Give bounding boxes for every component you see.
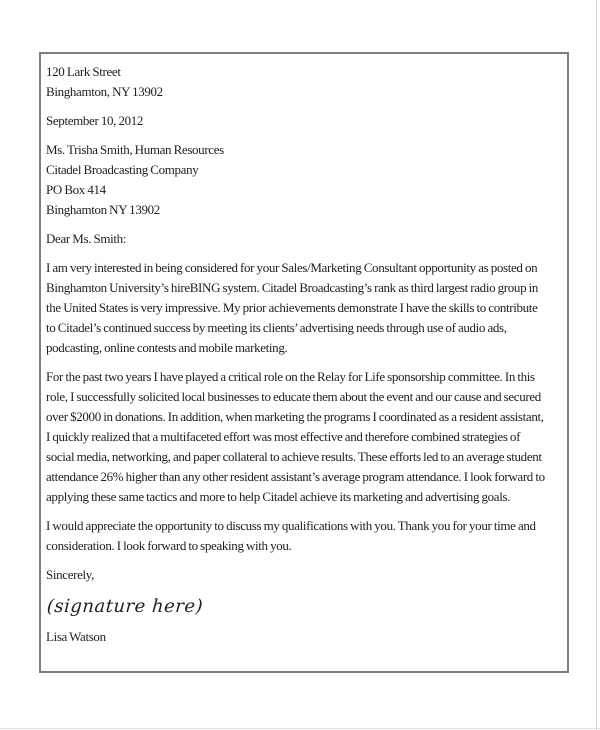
sender-address-line: 120 Lark Street <box>46 64 121 79</box>
sender-address-line: Binghamton, NY 13902 <box>46 84 163 99</box>
body-paragraph-1: I am very interested in being considered for your Sales/Marketing Consultant opportunity as posted on Binghamton University’s hireBING system. Citadel Broadcasting’s rank as third largest radio group in the United States is very impressive. My prior achievements demonstrate I have the skills to contribute to Citadel’s continued success by meeting its clients’ advertising needs through use of audio ads, podcasting, online contests and mobile marketing. <box>46 260 539 355</box>
salutation: Dear Ms. Smith: <box>46 231 127 246</box>
body-paragraph-3: I would appreciate the opportunity to discuss my qualifications with you. Thank you for your time and consideration. I look forward to speaking with you. <box>46 518 536 553</box>
scan-edge-artifact-right <box>596 0 597 730</box>
recipient-address-block <box>46 140 547 220</box>
recipient-address-line: Ms. Trisha Smith, Human Resources <box>46 142 224 157</box>
letter-date: September 10, 2012 <box>46 113 144 128</box>
recipient-address-line: Citadel Broadcasting Company <box>46 162 199 177</box>
closing-salutation: Sincerely, <box>46 567 94 582</box>
recipient-address-line: Binghamton NY 13902 <box>46 202 160 217</box>
signature-placeholder: (signature here) <box>46 596 204 617</box>
body-paragraph-2: For the past two years I have played a critical role on the Relay for Life sponsorship committee. In this role, I successfully solicited local businesses to educate them about the event and our cause and secured over $2000 in donations. In addition, when marketing the programs I coordinated as a resident assistant, I quickly realized that a multifaceted effort was most effective and therefore combined strategies of social media, networking, and paper collateral to achieve results. These efforts led to an average student attendance 26% higher than any other resident assistant’s average program attendance. I look forward to applying these same tactics and more to help Citadel achieve its marketing and advertising goals. <box>46 369 545 504</box>
cover-letter <box>39 52 569 673</box>
scan-edge-artifact-bottom <box>0 728 600 729</box>
sender-address-block <box>46 62 547 102</box>
recipient-address-line: PO Box 414 <box>46 182 106 197</box>
signed-name: Lisa Watson <box>46 629 106 644</box>
